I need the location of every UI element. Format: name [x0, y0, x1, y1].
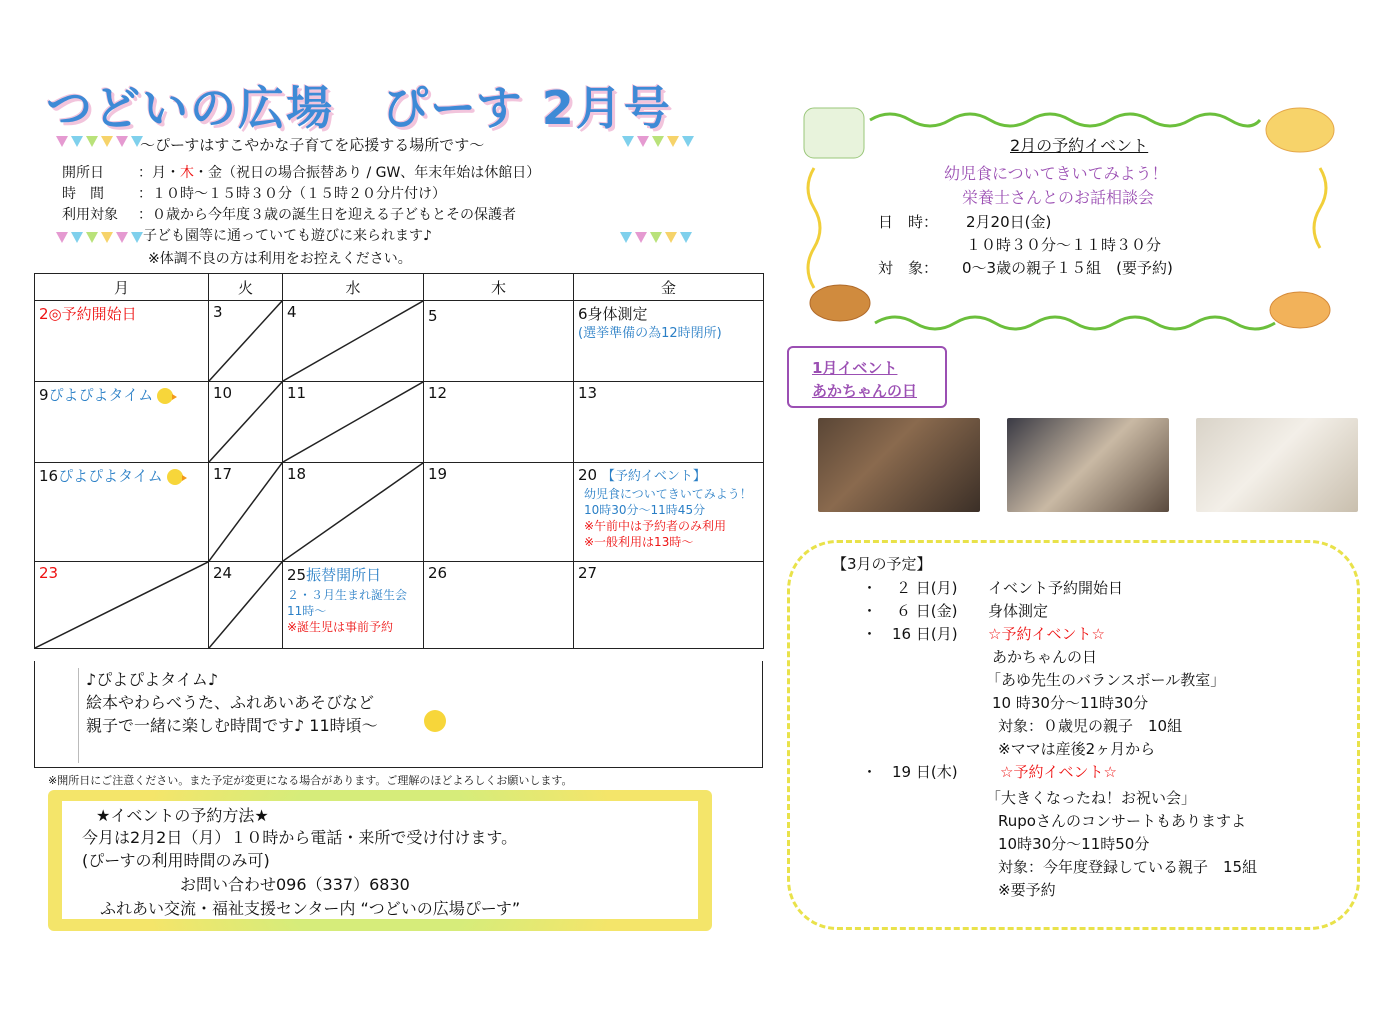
- day-number: 3: [213, 303, 223, 321]
- march-bullet: ・: [862, 602, 878, 620]
- march-text: 「あゆ先生のバランスボール教室」: [986, 671, 1226, 689]
- event-photo-1: [818, 418, 980, 512]
- event-target-label: 対 象：: [878, 259, 939, 277]
- day-cell-closed: [209, 562, 283, 649]
- day-number: 13: [578, 384, 598, 402]
- event-heading: 2月の予約イベント: [1010, 136, 1149, 155]
- jan-event-line: あかちゃんの日: [812, 382, 918, 400]
- march-text: ※要予約: [998, 881, 1056, 899]
- event-time: １０時３０分～１１時３０分: [966, 236, 1162, 254]
- day-number: 20: [578, 466, 598, 484]
- piyo-info: [86, 668, 378, 737]
- march-text: Rupoさんのコンサートもありますよ: [998, 812, 1246, 830]
- day-cell: [574, 463, 764, 562]
- day-cell: [424, 562, 574, 649]
- reservation-place: ふれあい交流・福祉支援センター内 “つどいの広場ぴーす”: [100, 899, 521, 918]
- opening-post: ・金（祝日の場合振替あり / GW、年末年始は休館日）: [194, 165, 541, 181]
- reservation-contact: お問い合わせ096（337）6830: [180, 875, 410, 894]
- opening-label: 開所日: [62, 165, 104, 181]
- day-cell-closed: [209, 463, 283, 562]
- opening-pre: ：月・: [138, 165, 180, 181]
- day-cell: [424, 382, 574, 463]
- bunting-flags-left: [56, 136, 143, 147]
- day-cell: [35, 463, 209, 562]
- day-note: 幼児食についてきいてみよう！: [584, 487, 752, 501]
- event-title-1: 幼児食についてきいてみよう！: [944, 164, 1168, 183]
- march-date: ２ 日(月): [896, 579, 958, 597]
- day-note: (選挙準備の為12時閉所): [578, 326, 722, 341]
- day-event: ◎予約開始日: [48, 305, 137, 323]
- day-number: 4: [287, 303, 297, 321]
- eligibility: [62, 204, 516, 224]
- day-event: 振替開所日: [306, 566, 382, 584]
- march-text: 10 時30分～11時30分: [992, 694, 1149, 712]
- hours-value: ：１０時～１５時３０分（１５時２０分片付け）: [138, 186, 446, 202]
- opening-thursday: 木: [180, 165, 194, 181]
- jan-event-label: [812, 357, 917, 403]
- calendar-week-1: [35, 301, 764, 382]
- day-event: ぴよぴよタイム: [58, 467, 163, 485]
- reservation-line: 今月は2月2日（月）１０時から電話・来所で受け付けます。: [82, 828, 518, 847]
- calendar-week-3: [35, 463, 764, 562]
- day-number: 24: [213, 564, 233, 582]
- day-note: 10時30分～11時45分: [584, 503, 706, 517]
- day-note: ※誕生児は事前予約: [287, 620, 394, 634]
- hours-label: 時 間: [62, 186, 104, 202]
- day-event: 身体測定: [587, 305, 648, 323]
- march-bullet: ・: [862, 579, 878, 597]
- day-cell-closed: [209, 301, 283, 382]
- bunting-flags-left-lower: [56, 232, 143, 243]
- event-title-2: 栄養士さんとのお話相談会: [962, 188, 1155, 207]
- day-cell: [424, 463, 574, 562]
- jan-event-line: 1月イベント: [812, 359, 898, 377]
- chick-icon: [167, 469, 183, 485]
- footnote: ※開所日にご注意ください。また予定が変更になる場合があります。ご理解のほどよろしくお願いします。: [48, 774, 573, 787]
- header-fri: 金: [574, 274, 764, 301]
- piyo-line: 親子で一緒に楽しむ時間です♪ 11時頃～: [86, 716, 378, 735]
- day-note: 11時～: [287, 604, 327, 618]
- calendar-week-2: [35, 382, 764, 463]
- march-bullet: ・: [862, 625, 878, 643]
- reservation-title: ★イベントの予約方法★: [96, 806, 269, 825]
- day-cell-closed: [283, 463, 424, 562]
- day-cell: [35, 301, 209, 382]
- piyo-line: 絵本やわらべうた、ふれあいあそびなど: [86, 693, 375, 712]
- day-number: 17: [213, 465, 233, 483]
- day-cell: [574, 301, 764, 382]
- header-tue: 火: [209, 274, 283, 301]
- target-value: ：０歳から今年度３歳の誕生日を迎える子どもとその保護者: [138, 207, 516, 223]
- opening-days: [62, 162, 540, 182]
- reservation-line: (ぴーすの利用時間のみ可): [82, 851, 270, 870]
- day-cell-closed: [35, 562, 209, 649]
- calendar-week-4: [35, 562, 764, 649]
- header-thu: 木: [424, 274, 574, 301]
- health-note: ※体調不良の方は利用をお控えください。: [148, 251, 412, 267]
- tagline: ～ぴーすはすこやかな子育てを応援する場所です～: [140, 136, 485, 154]
- march-bullet: ・: [862, 763, 878, 781]
- event-date: 2月20日(金): [966, 213, 1052, 231]
- day-number: 9: [39, 386, 49, 404]
- day-number: 12: [428, 384, 448, 402]
- chick-icon: [157, 388, 173, 404]
- march-text: 身体測定: [988, 602, 1049, 620]
- event-photo-2: [1007, 418, 1169, 512]
- day-number: 23: [39, 564, 59, 582]
- piyo-line: ♪ぴよぴよタイム♪: [86, 670, 219, 689]
- eligibility-note: 子ども園等に通っていても遊びに来られます♪: [143, 228, 432, 244]
- march-text: 10時30分～11時50分: [998, 835, 1150, 853]
- bunting-flags-right: [622, 136, 694, 147]
- day-cell-closed: [209, 382, 283, 463]
- event-target: 0～3歳の親子１５組 (要予約): [962, 259, 1173, 277]
- day-cell-closed: [283, 382, 424, 463]
- event-date-label: 日 時：: [878, 213, 939, 231]
- march-text: ※ママは産後2ヶ月から: [998, 740, 1156, 758]
- day-note: ※午前中は予約者のみ利用: [584, 519, 727, 533]
- march-text: 対象：今年度登録している親子 15組: [998, 858, 1258, 876]
- day-number: 6: [578, 305, 588, 323]
- header-wed: 水: [283, 274, 424, 301]
- march-date: 19 日(木): [892, 763, 958, 781]
- bunting-flags-right-lower: [620, 232, 692, 243]
- calendar-table: [34, 273, 764, 649]
- day-note: ２・３月生まれ誕生会: [287, 588, 408, 602]
- day-cell: [35, 382, 209, 463]
- march-text: あかちゃんの日: [992, 648, 1098, 666]
- calendar-header-row: [35, 274, 764, 301]
- day-number: 2: [39, 305, 49, 323]
- day-note: ※一般利用は13時～: [584, 535, 694, 549]
- chick-icon: [424, 710, 446, 732]
- day-event: ぴよぴよタイム: [48, 386, 154, 404]
- day-cell: [574, 562, 764, 649]
- target-label: 利用対象: [62, 207, 118, 223]
- header-mon: 月: [35, 274, 209, 301]
- march-text: 「大きくなったね！お祝い会」: [986, 789, 1197, 807]
- march-text: イベント予約開始日: [988, 579, 1124, 597]
- march-date: ６ 日(金): [896, 602, 958, 620]
- newsletter-title: つどいの広場 ぴーす 2月号: [46, 81, 672, 135]
- day-number: 19: [428, 465, 448, 483]
- day-number: 18: [287, 465, 307, 483]
- day-event-tag: 【予約イベント】: [601, 469, 706, 484]
- march-title: 【3月の予定】: [832, 555, 932, 573]
- day-number: 10: [213, 384, 233, 402]
- day-number: 27: [578, 564, 598, 582]
- day-number: 16: [39, 467, 59, 485]
- day-cell: [574, 382, 764, 463]
- day-cell-closed: [283, 301, 424, 382]
- march-text: 対象：０歳児の親子 10組: [998, 717, 1183, 735]
- day-cell: [424, 301, 574, 382]
- day-number: 25: [287, 566, 307, 584]
- day-cell: [283, 562, 424, 649]
- day-number: 26: [428, 564, 448, 582]
- day-number: 5: [428, 307, 438, 325]
- day-number: 11: [287, 384, 307, 402]
- march-event-tag: ☆予約イベント☆: [1000, 763, 1117, 781]
- piyo-divider: [78, 668, 79, 763]
- march-date: 16 日(月): [892, 625, 958, 643]
- march-event-tag: ☆予約イベント☆: [988, 625, 1105, 643]
- event-photo-3: [1196, 418, 1358, 512]
- opening-hours: [62, 183, 446, 203]
